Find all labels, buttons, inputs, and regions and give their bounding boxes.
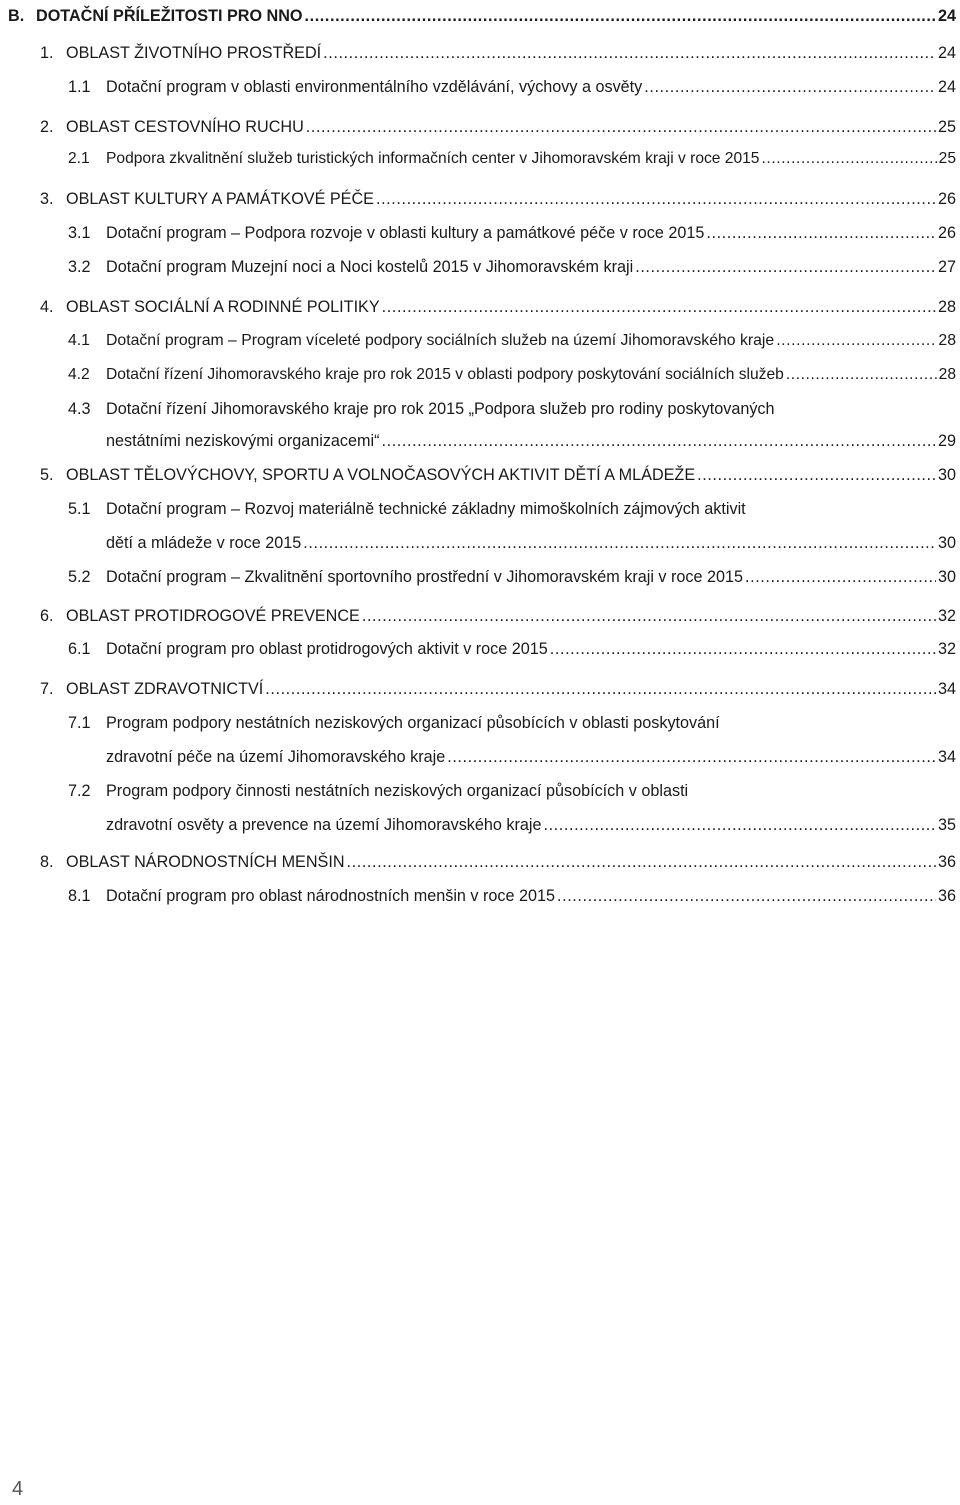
toc-page: 32 bbox=[937, 607, 956, 625]
toc-number: 6. bbox=[40, 607, 54, 625]
toc-leader bbox=[265, 678, 936, 700]
toc-page: 30 bbox=[937, 466, 956, 484]
toc-title: DOTAČNÍ PŘÍLEŽITOSTI PRO NNO bbox=[36, 7, 303, 25]
toc-title: OBLAST ŽIVOTNÍHO PROSTŘEDÍ bbox=[66, 44, 322, 62]
toc-leader bbox=[306, 116, 936, 138]
toc-page: 30 bbox=[937, 534, 956, 552]
toc-number: 5.1 bbox=[68, 500, 91, 518]
toc-page: 28 bbox=[938, 332, 956, 349]
toc-title-continuation: zdravotní osvěty a prevence na území Jihomoravského kraje bbox=[106, 816, 542, 834]
toc-title: Dotační řízení Jihomoravského kraje pro rok 2015 v oblasti podpory poskytování sociálních služeb bbox=[106, 366, 784, 383]
toc-entry[interactable] bbox=[40, 188, 956, 210]
toc-number: 4. bbox=[40, 298, 54, 316]
toc-entry-continuation[interactable] bbox=[106, 814, 956, 836]
toc-entry[interactable] bbox=[68, 222, 956, 244]
toc-entry[interactable] bbox=[68, 566, 956, 588]
toc-entry[interactable] bbox=[68, 398, 956, 420]
toc-number: 2.1 bbox=[68, 150, 90, 167]
toc-title: Program podpory činnosti nestátních neziskových organizací působících v oblasti bbox=[106, 782, 689, 800]
toc-title: OBLAST SOCIÁLNÍ A RODINNÉ POLITIKY bbox=[66, 298, 380, 316]
toc-page: 25 bbox=[937, 118, 956, 136]
toc-number: 3. bbox=[40, 190, 54, 208]
toc-leader bbox=[376, 188, 936, 210]
toc-entry[interactable] bbox=[40, 678, 956, 700]
toc-page: 24 bbox=[937, 7, 956, 25]
toc-entry[interactable] bbox=[68, 76, 956, 98]
toc-leader bbox=[550, 638, 936, 660]
toc-page: 28 bbox=[938, 366, 956, 383]
toc-title-continuation: zdravotní péče na území Jihomoravského kraje bbox=[106, 748, 446, 766]
toc-number: 4.3 bbox=[68, 400, 91, 418]
toc-leader bbox=[761, 148, 936, 170]
toc-entry[interactable] bbox=[68, 712, 956, 734]
toc-leader bbox=[557, 885, 936, 907]
toc-leader bbox=[697, 464, 936, 486]
toc-entry[interactable] bbox=[40, 851, 956, 873]
toc-number: 5. bbox=[40, 466, 54, 484]
toc-number: 2. bbox=[40, 118, 54, 136]
toc-title: Dotační program pro oblast protidrogových aktivit v roce 2015 bbox=[106, 640, 548, 658]
toc-number: 1. bbox=[40, 44, 54, 62]
toc-title-continuation: dětí a mládeže v roce 2015 bbox=[106, 534, 302, 552]
toc-entry[interactable] bbox=[40, 296, 956, 318]
toc-entry[interactable] bbox=[40, 605, 956, 627]
toc-page: 28 bbox=[937, 298, 956, 316]
toc-title: Dotační program – Zkvalitnění sportovního prostřední v Jihomoravském kraji v roce 2015 bbox=[106, 568, 743, 586]
toc-leader bbox=[305, 5, 936, 27]
toc-page: 26 bbox=[937, 224, 956, 242]
toc-title: OBLAST KULTURY A PAMÁTKOVÉ PÉČE bbox=[66, 190, 374, 208]
toc-title: OBLAST PROTIDROGOVÉ PREVENCE bbox=[66, 607, 360, 625]
toc-number: B. bbox=[8, 7, 25, 25]
toc-leader bbox=[382, 296, 936, 318]
toc-leader bbox=[776, 330, 936, 352]
toc-leader bbox=[644, 76, 936, 98]
toc-number: 6.1 bbox=[68, 640, 91, 658]
toc-title: OBLAST CESTOVNÍHO RUCHU bbox=[66, 118, 304, 136]
toc-number: 4.1 bbox=[68, 332, 90, 349]
toc-leader bbox=[447, 746, 936, 768]
toc-leader bbox=[635, 256, 936, 278]
toc-number: 3.1 bbox=[68, 224, 91, 242]
toc-leader bbox=[706, 222, 936, 244]
toc-number: 4.2 bbox=[68, 366, 90, 383]
toc-page: 26 bbox=[937, 190, 956, 208]
toc-entry[interactable] bbox=[40, 116, 956, 138]
toc-entry[interactable] bbox=[8, 5, 956, 27]
toc-leader bbox=[382, 430, 936, 452]
toc-title-continuation: nestátními neziskovými organizacemi“ bbox=[106, 432, 380, 450]
toc-number: 5.2 bbox=[68, 568, 91, 586]
toc-entry[interactable] bbox=[68, 364, 956, 386]
toc-number: 3.2 bbox=[68, 258, 91, 276]
toc-entry[interactable] bbox=[68, 256, 956, 278]
toc-leader bbox=[745, 566, 936, 588]
toc-title: Podpora zkvalitnění služeb turistických informačních center v Jihomoravském kraji v roce 2015 bbox=[106, 150, 760, 167]
toc-number: 7.1 bbox=[68, 714, 91, 732]
toc-leader bbox=[786, 364, 937, 386]
toc-page: 36 bbox=[937, 853, 956, 871]
toc-page: 34 bbox=[937, 748, 956, 766]
toc-entry-continuation[interactable] bbox=[106, 430, 956, 452]
toc-title: OBLAST ZDRAVOTNICTVÍ bbox=[66, 680, 264, 698]
toc-entry[interactable] bbox=[68, 330, 956, 352]
toc-leader bbox=[362, 605, 936, 627]
toc-page: 25 bbox=[938, 150, 956, 167]
toc-page: 24 bbox=[937, 78, 956, 96]
toc-leader bbox=[323, 42, 936, 64]
toc-title: Dotační program – Rozvoj materiálně technické základny mimoškolních zájmových aktivit bbox=[106, 500, 746, 518]
toc-number: 8.1 bbox=[68, 887, 91, 905]
toc-entry[interactable] bbox=[68, 638, 956, 660]
toc-leader bbox=[303, 532, 936, 554]
toc-title: OBLAST NÁRODNOSTNÍCH MENŠIN bbox=[66, 853, 345, 871]
toc-title: Dotační řízení Jihomoravského kraje pro rok 2015 „Podpora služeb pro rodiny poskytovaných bbox=[106, 400, 775, 418]
toc-title: Dotační program pro oblast národnostních menšin v roce 2015 bbox=[106, 887, 556, 905]
toc-entry[interactable] bbox=[40, 464, 956, 486]
toc-entry[interactable] bbox=[68, 885, 956, 907]
toc-entry[interactable] bbox=[68, 148, 956, 170]
toc-title: Dotační program – Program víceleté podpory sociálních služeb na území Jihomoravského kraje bbox=[106, 332, 775, 349]
toc-number: 8. bbox=[40, 853, 54, 871]
toc-number: 7.2 bbox=[68, 782, 91, 800]
toc-page: 29 bbox=[937, 432, 956, 450]
toc-number: 7. bbox=[40, 680, 54, 698]
toc-page: 27 bbox=[937, 258, 956, 276]
toc-page: 35 bbox=[937, 816, 956, 834]
toc-entry[interactable] bbox=[68, 498, 956, 520]
toc-page: 30 bbox=[937, 568, 956, 586]
toc-title: Dotační program v oblasti environmentálního vzdělávání, výchovy a osvěty bbox=[106, 78, 643, 96]
toc-page: 24 bbox=[937, 44, 956, 62]
toc-page: 32 bbox=[937, 640, 956, 658]
toc-leader bbox=[347, 851, 936, 873]
toc-title: OBLAST TĚLOVÝCHOVY, SPORTU A VOLNOČASOVÝCH AKTIVIT DĚTÍ A MLÁDEŽE bbox=[66, 466, 696, 484]
toc-title: Dotační program Muzejní noci a Noci kostelů 2015 v Jihomoravském kraji bbox=[106, 258, 634, 276]
toc-page: 36 bbox=[937, 887, 956, 905]
toc-title: Program podpory nestátních neziskových organizací působících v oblasti poskytování bbox=[106, 714, 720, 732]
toc-page: 34 bbox=[937, 680, 956, 698]
toc-leader bbox=[543, 814, 936, 836]
toc-entry-continuation[interactable] bbox=[106, 746, 956, 768]
toc-number: 1.1 bbox=[68, 78, 91, 96]
toc-entry[interactable] bbox=[40, 42, 956, 64]
toc-entry[interactable] bbox=[68, 780, 956, 802]
page-number: 4 bbox=[12, 1478, 24, 1500]
toc-entry-continuation[interactable] bbox=[106, 532, 956, 554]
toc-title: Dotační program – Podpora rozvoje v oblasti kultury a památkové péče v roce 2015 bbox=[106, 224, 705, 242]
